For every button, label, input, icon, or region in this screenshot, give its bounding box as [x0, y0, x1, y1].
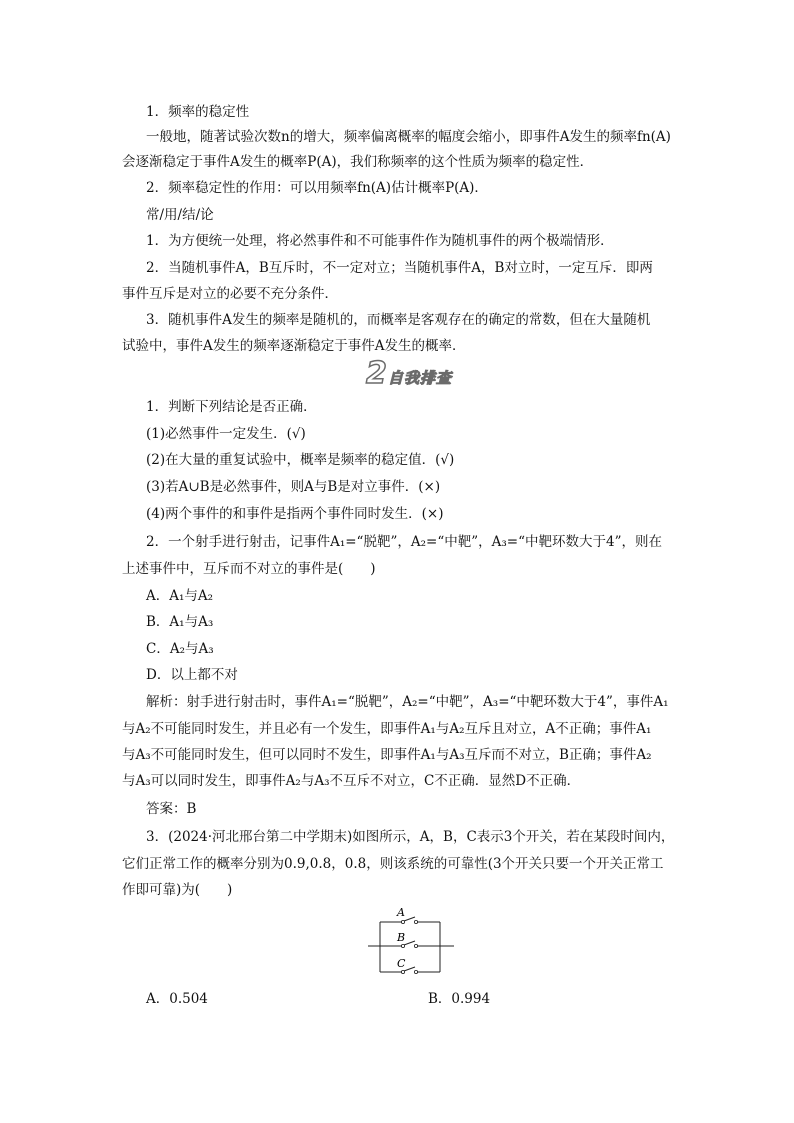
statement-3: (3)若A∪B是必然事件，则A与B是对立事件．(×)	[146, 479, 441, 495]
heading-frequency-stability: 1．频率的稳定性	[146, 104, 250, 120]
section-title: 自我排查	[388, 369, 453, 387]
switch-a-label: A	[397, 906, 405, 919]
paragraph-line: 试验中，事件A发生的频率逐渐稳定于事件A发生的概率．	[122, 338, 466, 354]
paragraph-line: 作即可靠)为( )	[122, 882, 233, 898]
choice-a: A．0.504	[146, 991, 208, 1007]
option-c: C．A₂与A₃	[146, 641, 214, 657]
option-a: A．A₁与A₂	[146, 588, 214, 604]
paragraph-line: 上述事件中，互斥而不对立的事件是( )	[122, 561, 376, 577]
paragraph-line: 1．为方便统一处理，将必然事件和不可能事件作为随机事件的两个极端情形．	[146, 233, 614, 249]
circuit-diagram	[368, 902, 454, 978]
statement-1: (1)必然事件一定发生．(√)	[146, 426, 306, 442]
switch-c-label: C	[397, 957, 406, 970]
paragraph-line: 会逐渐稳定于事件A发生的概率P(A)，我们称频率的这个性质为频率的稳定性．	[122, 154, 594, 170]
analysis-line: 与A₃可以同时发生，即事件A₂与A₃不互斥不对立，C不正确．显然D不正确．	[122, 773, 581, 789]
question-1: 1．判断下列结论是否正确．	[146, 399, 317, 415]
statement-2: (2)在大量的重复试验中，概率是频率的稳定值．(√)	[146, 452, 455, 468]
section-number: 2	[366, 356, 387, 391]
question-3: 3．(2024·河北邢台第二中学期末)如图所示，A，B，C表示3个开关，若在某段时间内，	[146, 829, 675, 845]
paragraph-line: 3．随机事件A发生的频率是随机的，而概率是客观存在的确定的常数，但在大量随机	[146, 312, 651, 328]
option-b: B．A₁与A₃	[146, 614, 214, 630]
analysis-line: 与A₃不可能同时发生，但可以同时不发生，即事件A₁与A₃互斥而不对立，B正确；事件A₂	[122, 747, 652, 763]
section-banner	[366, 356, 458, 391]
analysis-line: 与A₂不可能同时发生，并且必有一个发生，即事件A₁与A₂互斥且对立，A不正确；事件A₁	[122, 721, 652, 737]
switch-b-label: B	[397, 931, 406, 944]
paragraph-line: 2．当随机事件A，B互斥时，不一定对立；当随机事件A，B对立时，一定互斥．即两	[146, 260, 653, 276]
question-2: 2．一个射手进行射击，记事件A₁=“脱靶”，A₂=“中靶”，A₃=“中靶环数大于4”，则在	[146, 534, 663, 550]
paragraph-line: 它们正常工作的概率分别为0.9,0.8，0.8，则该系统的可靠性(3个开关只要一个开关正常工	[122, 856, 664, 872]
paragraph-line: 一般地，随著试验次数n的增大，频率偏离概率的幅度会缩小，即事件A发生的频率fn(A)	[146, 129, 671, 145]
choice-b: B．0.994	[428, 991, 491, 1007]
common-conclusions-heading: 常/用/结/论	[146, 207, 214, 223]
analysis-line: 解析：射手进行射击时，事件A₁=“脱靶”，A₂=“中靶”，A₃=“中靶环数大于4”，事件A₁	[146, 694, 669, 710]
answer-line: 答案：B	[146, 801, 197, 817]
paragraph-line: 2．频率稳定性的作用：可以用频率fn(A)估计概率P(A)．	[146, 180, 488, 196]
option-d: D．以上都不对	[146, 667, 238, 683]
paragraph-line: 事件互斥是对立的必要不充分条件．	[122, 286, 338, 302]
statement-4: (4)两个事件的和事件是指两个事件同时发生．(×)	[146, 506, 444, 522]
